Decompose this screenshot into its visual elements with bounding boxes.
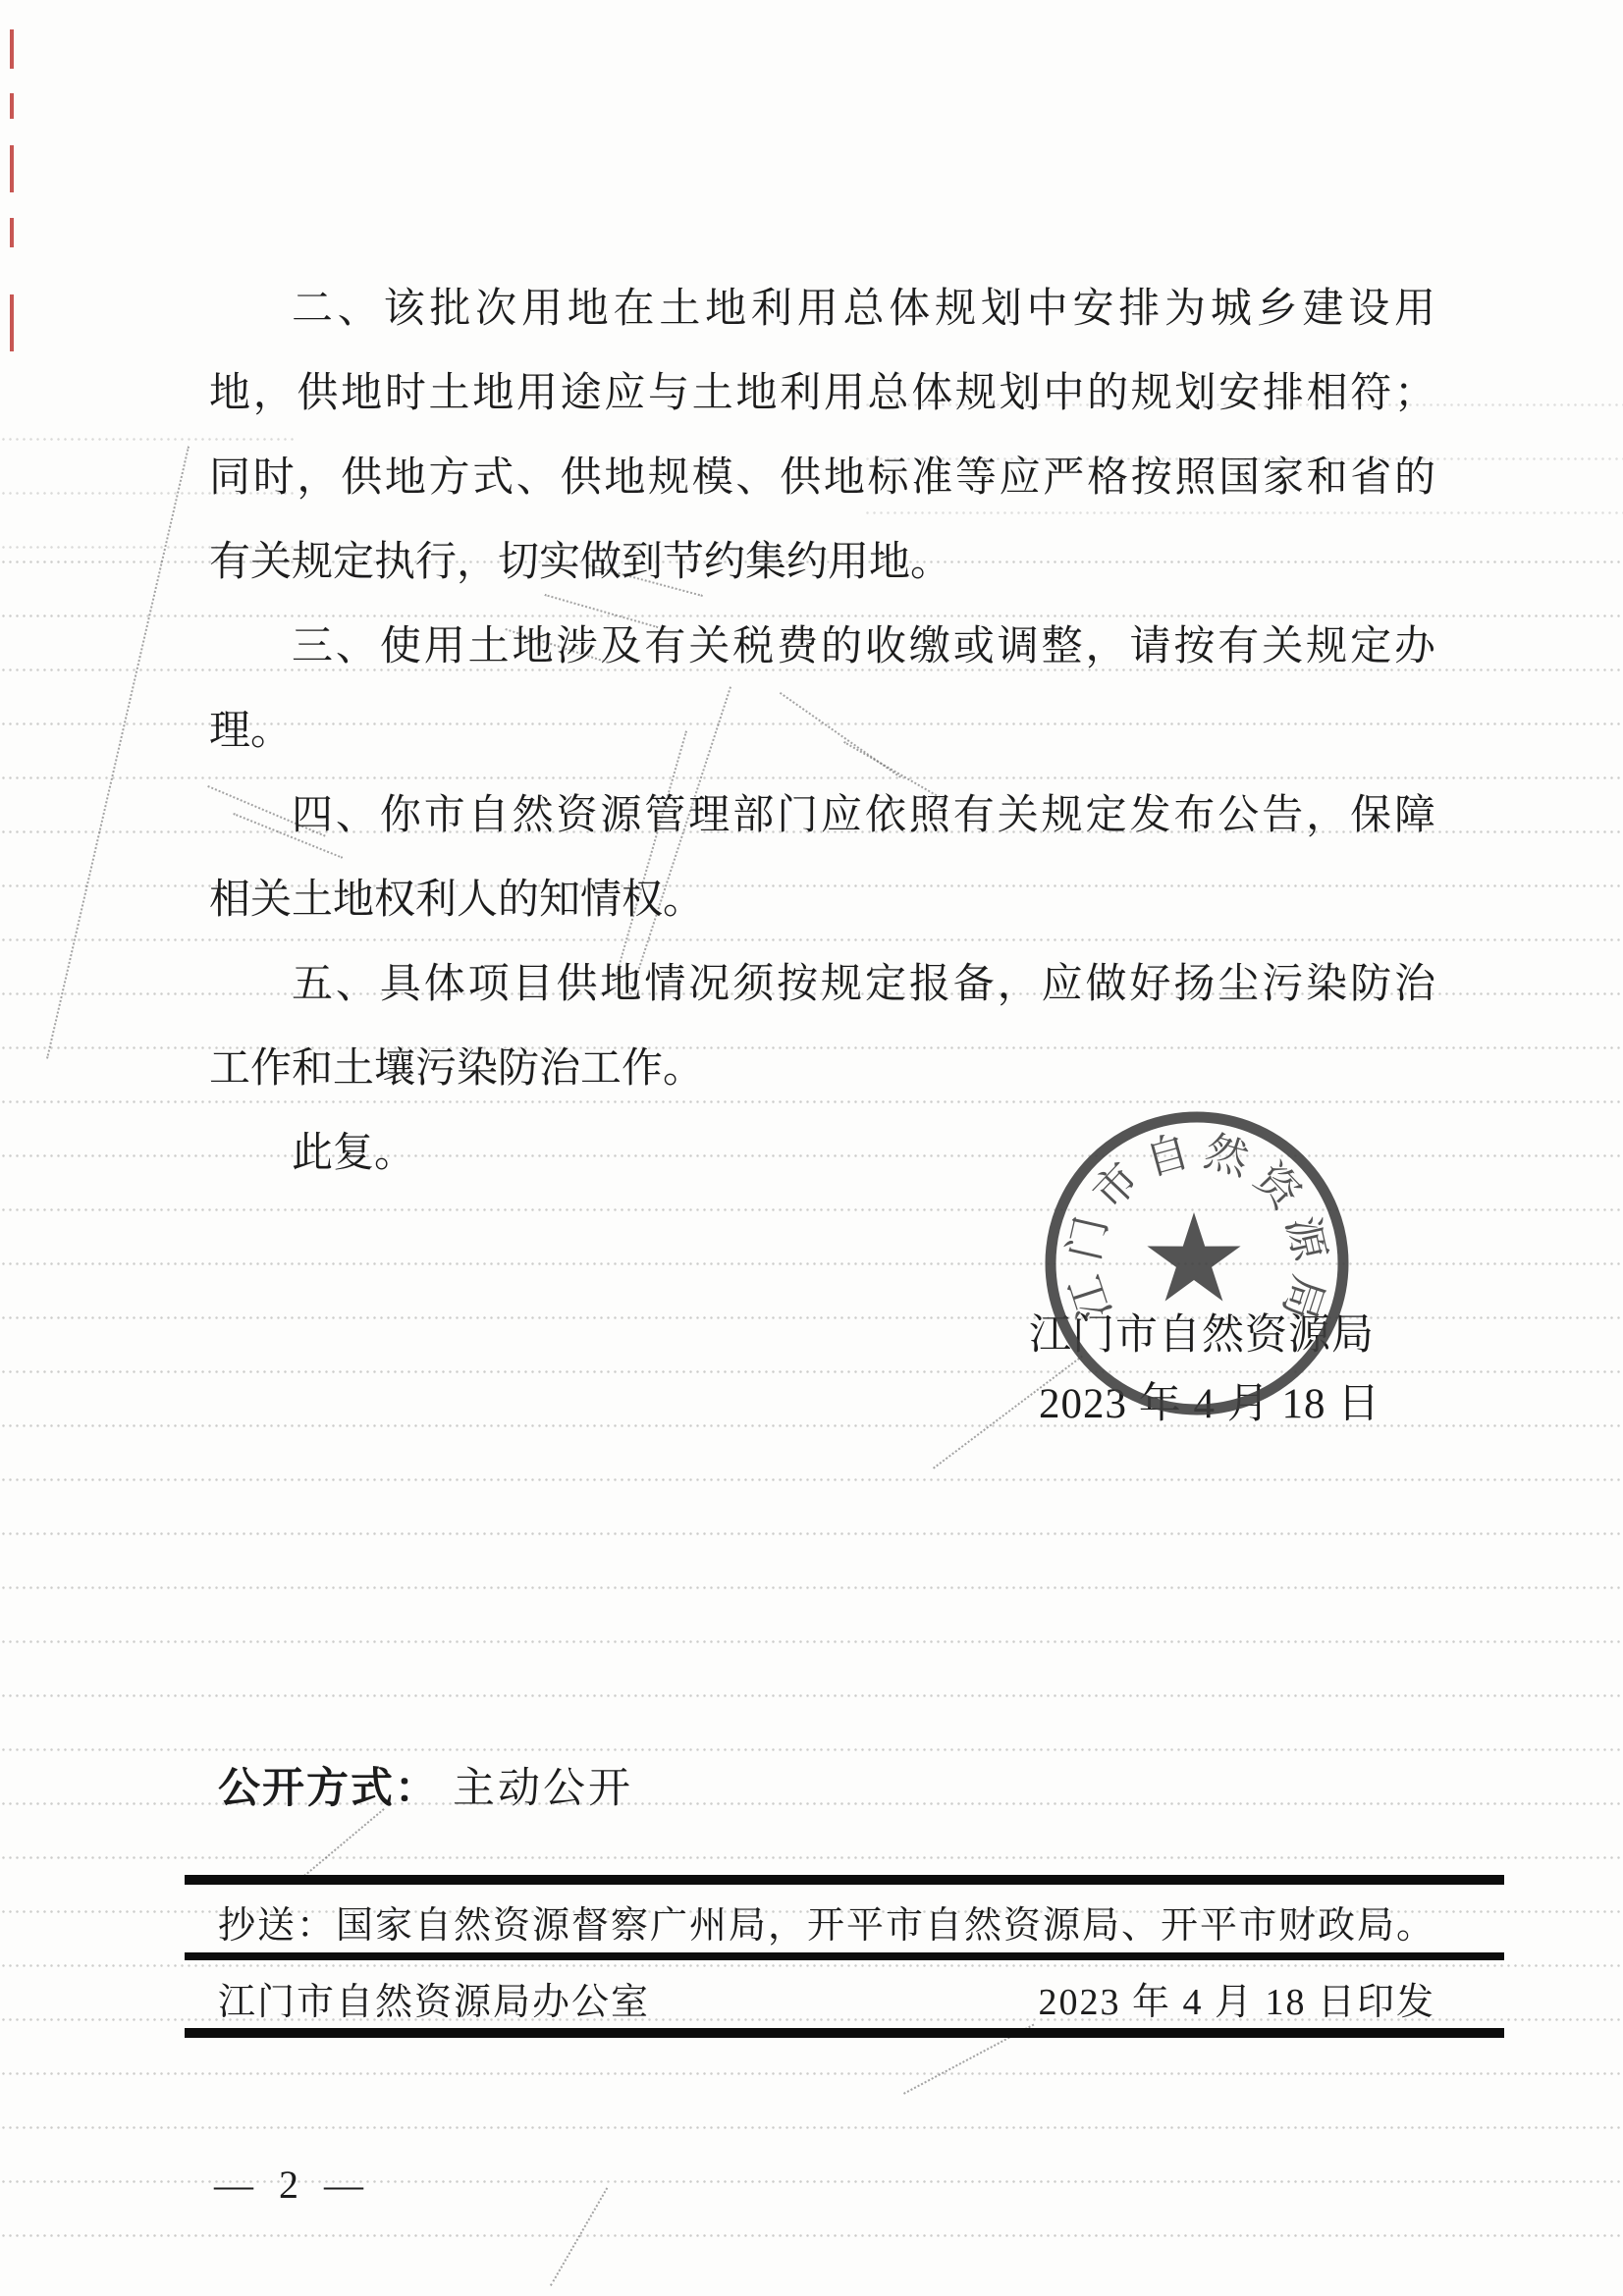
seal-arc-char: 资 — [1245, 1153, 1310, 1219]
scan-noise-line — [550, 2187, 608, 2286]
red-edge-mark — [10, 145, 14, 192]
closing-line: 此复。 — [292, 1131, 416, 1176]
signature-date: 2023 年 4 月 18 日 — [1039, 1381, 1381, 1427]
body-line: 有关规定执行，切实做到节约集约用地。 — [209, 540, 952, 585]
seal-arc-char: 自 — [1140, 1127, 1195, 1186]
footer-divider — [185, 1875, 1504, 1885]
body-line: 四、你市自然资源管理部门应依照有关规定发布公告，保障 — [292, 793, 1435, 838]
disclosure-value: 主动公开 — [453, 1766, 633, 1812]
body-line: 相关土地权利人的知情权。 — [209, 878, 705, 923]
red-edge-mark — [10, 218, 14, 247]
red-edge-mark — [10, 294, 14, 351]
body-line: 二、该批次用地在土地利用总体规划中安排为城乡建设用 — [292, 287, 1435, 332]
document-body — [209, 267, 1435, 1196]
seal-arc-char: 门 — [1059, 1211, 1117, 1265]
footer-divider — [185, 2028, 1504, 2038]
body-line: 工作和土壤污染防治工作。 — [209, 1046, 705, 1092]
footer-divider — [185, 1952, 1504, 1960]
body-line: 五、具体项目供地情况须按规定报备，应做好扬尘污染防治 — [292, 962, 1435, 1007]
seal-arc-char: 局 — [1272, 1269, 1333, 1326]
scan-noise-line — [295, 1808, 385, 1884]
print-date: 2023 年 4 月 18 日印发 — [1038, 1982, 1435, 2023]
official-seal — [1025, 1092, 1369, 1435]
body-line: 三、使用土地涉及有关税费的收缴或调整，请按有关规定办 — [292, 624, 1435, 669]
page-number: — 2 — — [214, 2163, 371, 2207]
seal-arc-char: 然 — [1199, 1127, 1254, 1186]
seal-arc-char: 源 — [1276, 1211, 1334, 1265]
disclosure-row — [218, 1755, 633, 1815]
seal-arc-char: 江 — [1060, 1269, 1121, 1326]
signature-agency: 江门市自然资源局 — [1029, 1312, 1375, 1359]
body-line: 地，供地时土地用途应与土地利用总体规划中的规划安排相符； — [209, 371, 1435, 416]
red-edge-mark — [10, 93, 14, 119]
issuer-office: 江门市自然资源局办公室 — [218, 1982, 651, 2023]
seal-star-icon — [1147, 1212, 1240, 1302]
body-line: 理。 — [209, 709, 293, 754]
disclosure-label: 公开方式： — [218, 1765, 439, 1812]
seal-arc-char: 市 — [1084, 1153, 1149, 1219]
scan-noise-line — [46, 447, 189, 1059]
issuer-row — [218, 1971, 1435, 2025]
red-edge-mark — [10, 29, 14, 69]
cc-line: 抄送：国家自然资源督察广州局，开平市自然资源局、开平市财政局。 — [218, 1905, 1436, 1947]
body-line: 同时，供地方式、供地规模、供地标准等应严格按照国家和省的 — [209, 455, 1435, 501]
